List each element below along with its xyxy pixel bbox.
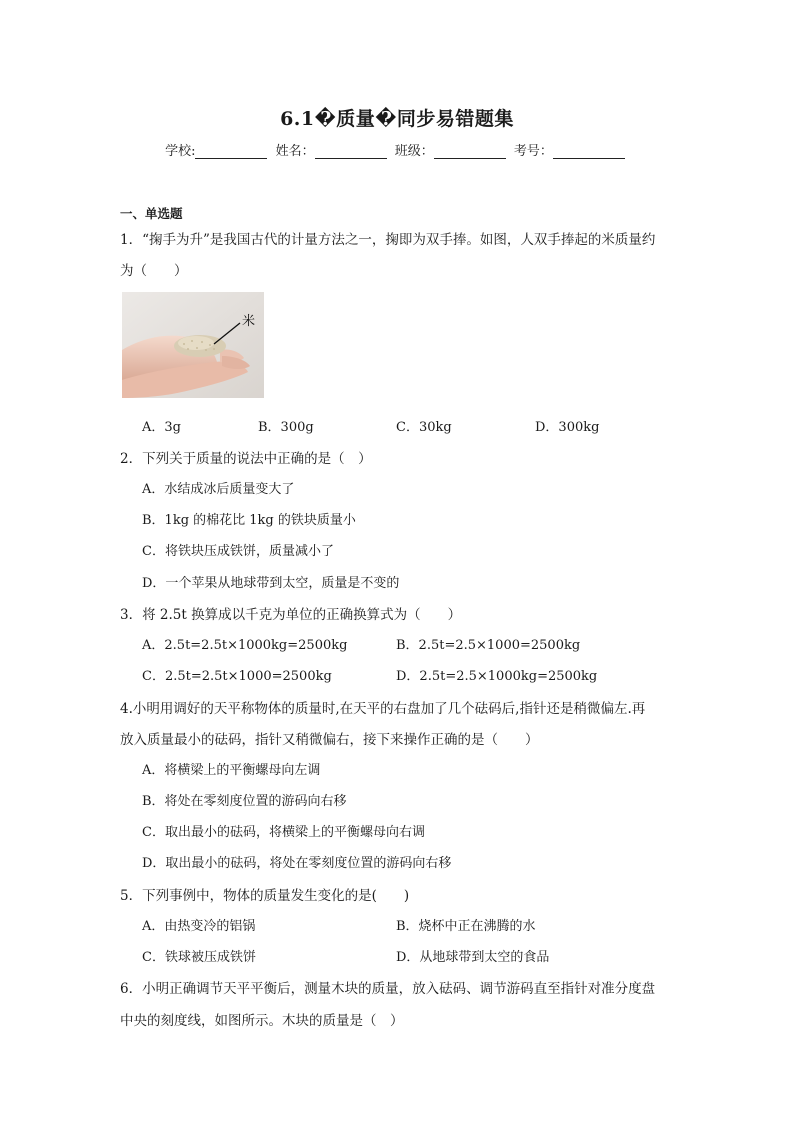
q1-stem-line2: 为（ ） — [120, 263, 188, 279]
q6-stem-line2: 中央的刻度线，如图所示。木块的质量是（ ） — [120, 1013, 404, 1029]
q4-stem-line2: 放入质量最小的砝码，指针又稍微偏右，接下来操作正确的是（ ） — [120, 732, 539, 748]
number-blank[interactable] — [553, 144, 625, 159]
q5-option-c[interactable]: C．铁球被压成铁饼 — [142, 950, 256, 965]
q1-option-a[interactable]: A．3g — [142, 420, 181, 435]
q5-stem: 5．下列事例中，物体的质量发生变化的是( ) — [120, 888, 410, 904]
number-label: 考号： — [513, 144, 553, 159]
q1-stem-line1: 1．“掬手为升”是我国古代的计量方法之一，掬即为双手捧。如图，人双手捧起的米质量约 — [120, 232, 656, 248]
section-heading: 一、单选题 — [120, 206, 183, 221]
q6-stem-line1: 6．小明正确调节天平平衡后，测量木块的质量，放入砝码、调节游码直至指针对准分度盘 — [120, 981, 656, 997]
q3-option-a[interactable]: A．2.5t=2.5t×1000kg=2500kg — [142, 638, 348, 653]
q2-option-b[interactable]: B．1kg 的棉花比 1kg 的铁块质量小 — [142, 513, 356, 528]
q4-option-a[interactable]: A．将横梁上的平衡螺母向左调 — [142, 763, 321, 778]
name-label: 姓名： — [275, 144, 315, 159]
q4-option-d[interactable]: D．取出最小的砝码，将处在零刻度位置的游码向右移 — [142, 856, 452, 871]
q3-stem: 3．将 2.5t 换算成以千克为单位的正确换算式为（ ） — [120, 607, 462, 623]
student-info-row — [0, 140, 794, 159]
q3-option-b[interactable]: B．2.5t=2.5×1000=2500kg — [396, 638, 581, 653]
class-label: 班级： — [394, 144, 434, 159]
q4-option-c[interactable]: C．取出最小的砝码，将横梁上的平衡螺母向右调 — [142, 825, 425, 840]
q4-stem-line1: 4.小明用调好的天平称物体的质量时,在天平的右盘加了几个砝码后,指针还是稍微偏左.再 — [120, 701, 646, 717]
q2-stem: 2．下列关于质量的说法中正确的是（ ） — [120, 451, 372, 467]
q5-option-d[interactable]: D．从地球带到太空的食品 — [396, 950, 550, 965]
rice-hands-photo — [122, 292, 264, 398]
q2-option-c[interactable]: C．将铁块压成铁饼，质量减小了 — [142, 544, 334, 559]
school-blank[interactable] — [195, 144, 267, 159]
rice-label: 米 — [242, 314, 256, 329]
q3-option-d[interactable]: D．2.5t=2.5×1000kg=2500kg — [396, 669, 598, 684]
q2-option-a[interactable]: A．水结成冰后质量变大了 — [142, 482, 295, 497]
q3-option-c[interactable]: C．2.5t=2.5t×1000=2500kg — [142, 669, 332, 684]
q1-option-b[interactable]: B．300g — [258, 420, 314, 435]
q1-option-c[interactable]: C．30kg — [396, 420, 452, 435]
q5-option-b[interactable]: B．烧杯中正在沸腾的水 — [396, 919, 536, 934]
name-blank[interactable] — [315, 144, 387, 159]
q2-option-d[interactable]: D．一个苹果从地球带到太空，质量是不变的 — [142, 576, 400, 591]
q1-option-d[interactable]: D．300kg — [535, 420, 600, 435]
class-blank[interactable] — [434, 144, 506, 159]
hands-holding-rice-image — [122, 292, 264, 398]
q5-option-a[interactable]: A．由热变冷的铝锅 — [142, 919, 256, 934]
q4-option-b[interactable]: B．将处在零刻度位置的游码向右移 — [142, 794, 347, 809]
page-title: 6.1�质量�同步易错题集 — [280, 108, 514, 130]
school-label: 学校: — [165, 144, 196, 159]
